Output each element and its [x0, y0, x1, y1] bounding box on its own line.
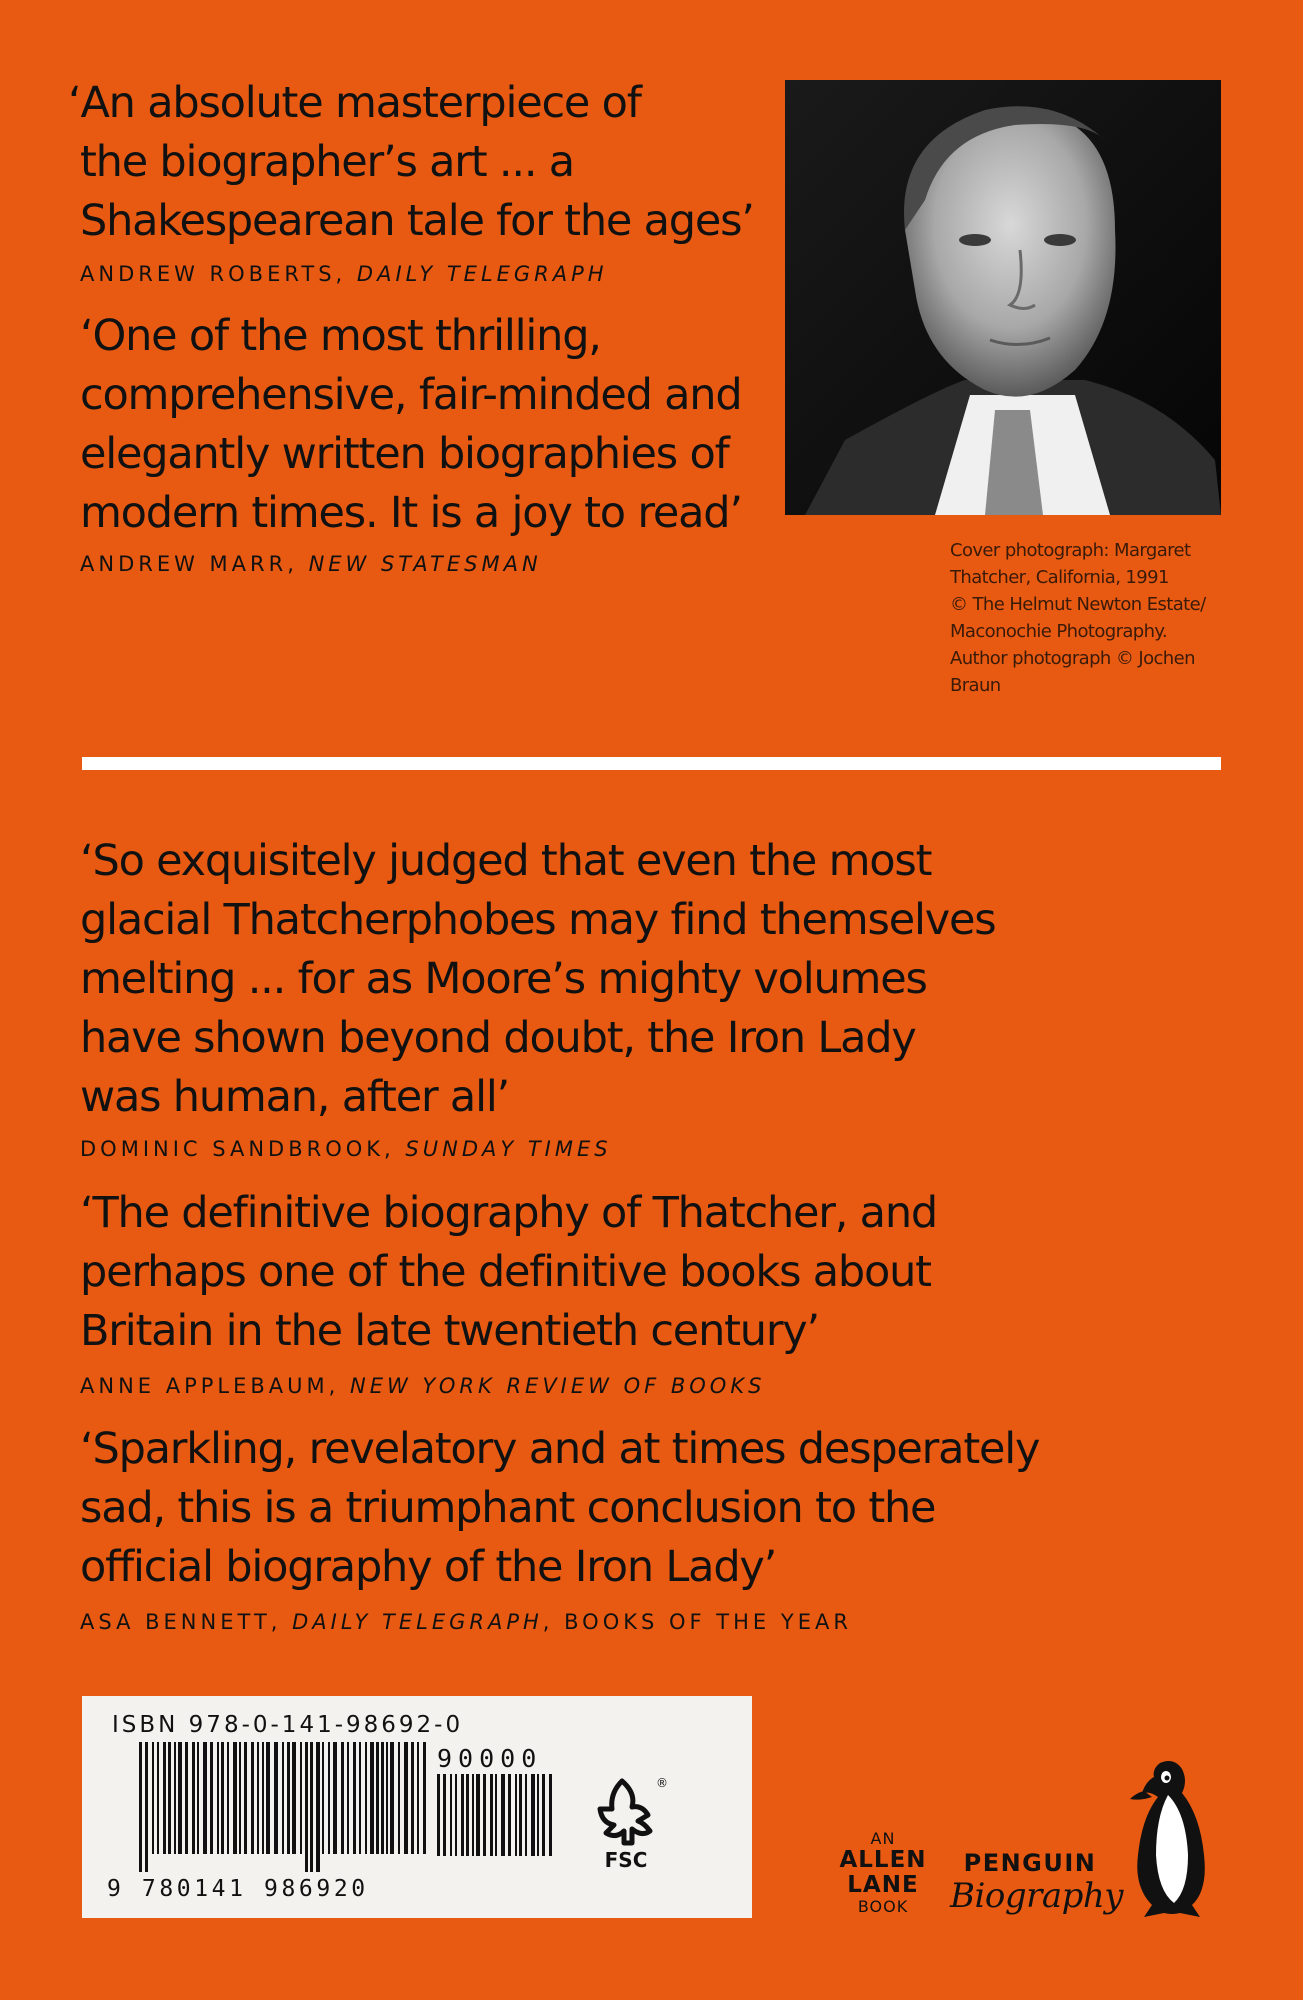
barcode-bar — [266, 1742, 270, 1854]
barcode-bar — [455, 1774, 457, 1856]
review-attribution-3 — [80, 1137, 612, 1161]
barcode-bar — [310, 1742, 313, 1872]
quote-line: ‘An absolute masterpiece of — [68, 78, 641, 128]
quote-line: modern times. It is a joy to read’ — [80, 488, 742, 538]
barcode-bar — [233, 1742, 237, 1854]
barcode-bar — [501, 1774, 505, 1856]
cover-credits — [950, 537, 1240, 699]
quote-line: perhaps one of the definitive books about — [80, 1247, 931, 1297]
barcode-bar — [197, 1742, 199, 1854]
review-source: NEW STATESMAN — [308, 552, 542, 576]
barcode-bar — [192, 1742, 195, 1854]
quote-line: sad, this is a triumphant conclusion to the — [80, 1483, 936, 1533]
fsc-label: FSC — [604, 1848, 648, 1871]
review-quote-1 — [68, 74, 768, 251]
series-logo — [950, 1849, 1123, 1916]
credit-line: Maconochie Photography. — [950, 621, 1168, 642]
barcode-bar — [333, 1742, 337, 1854]
addon-barcode — [437, 1774, 557, 1874]
quote-line: have shown beyond doubt, the Iron Lady — [80, 1013, 916, 1063]
reviewer-name: ANNE APPLEBAUM, — [80, 1374, 351, 1398]
review-source: SUNDAY TIMES — [405, 1137, 612, 1161]
review-suffix: , BOOKS OF THE YEAR — [542, 1610, 852, 1634]
barcode-bar — [244, 1742, 247, 1854]
credit-line: Thatcher, California, 1991 — [950, 567, 1169, 588]
barcode-bar — [292, 1742, 296, 1854]
review-quote-4 — [80, 1184, 1080, 1361]
review-attribution-5 — [80, 1610, 852, 1634]
quote-line: Shakespearean tale for the ages’ — [80, 196, 754, 246]
isbn-barcode — [139, 1742, 429, 1872]
imprint-an: AN — [870, 1829, 896, 1848]
reviewer-name: ASA BENNETT, — [80, 1610, 293, 1634]
quote-line: ‘Sparkling, revelatory and at times desperately — [80, 1424, 1040, 1474]
reviewer-name: DOMINIC SANDBROOK, — [80, 1137, 406, 1161]
barcode-bar — [217, 1742, 219, 1854]
barcode-digits: 9 780141 986920 — [107, 1876, 369, 1902]
barcode-bar — [461, 1774, 464, 1856]
barcode-bar — [300, 1742, 302, 1854]
barcode-bar — [257, 1742, 259, 1854]
series-name: PENGUIN — [963, 1849, 1097, 1877]
barcode-bar — [359, 1742, 361, 1854]
barcode-bar — [381, 1742, 384, 1854]
barcode-bar — [328, 1742, 330, 1854]
credit-line: © The Helmut Newton Estate/ — [950, 594, 1206, 615]
quote-line: glacial Thatcherphobes may find themselves — [80, 895, 996, 945]
quote-line: Britain in the late twentieth century’ — [80, 1306, 820, 1356]
review-source: NEW YORK REVIEW OF BOOKS — [350, 1374, 766, 1398]
barcode-bar — [542, 1774, 545, 1856]
barcode-bar — [262, 1742, 264, 1854]
barcode-bar — [157, 1742, 159, 1854]
barcode-bar — [305, 1742, 308, 1872]
barcode-bar — [483, 1774, 486, 1856]
quote-line: was human, after all’ — [80, 1072, 510, 1122]
barcode-bar — [221, 1742, 224, 1854]
barcode-bar — [274, 1742, 278, 1854]
barcode-bar — [163, 1742, 166, 1854]
barcode-bar — [347, 1742, 349, 1854]
quote-line: the biographer’s art ... a — [80, 137, 574, 187]
isbn-label: ISBN 978-0-141-98692-0 — [112, 1712, 464, 1738]
barcode-bar — [515, 1774, 517, 1856]
quote-line: melting ... for as Moore’s mighty volumes — [80, 954, 927, 1004]
barcode-bar — [227, 1742, 229, 1854]
barcode-bar — [404, 1742, 408, 1854]
barcode-bar — [466, 1774, 469, 1856]
barcode-bar — [398, 1742, 400, 1854]
barcode-bar — [174, 1742, 176, 1854]
review-quote-2 — [80, 307, 780, 543]
barcode-bar — [495, 1774, 497, 1856]
credit-line: Braun — [950, 675, 1001, 696]
quote-line: ‘So exquisitely judged that even the most — [80, 836, 932, 886]
barcode-bar — [450, 1774, 452, 1856]
barcode-panel — [82, 1696, 752, 1918]
fsc-logo-icon — [582, 1771, 672, 1871]
barcode-bar — [239, 1742, 241, 1854]
credit-line: Author photograph © Jochen — [950, 648, 1195, 669]
barcode-bar — [178, 1742, 182, 1854]
barcode-bar — [390, 1742, 394, 1854]
barcode-bar — [316, 1742, 320, 1872]
barcode-bar — [508, 1774, 511, 1856]
reviewer-name: ANDREW MARR, — [80, 552, 309, 576]
barcode-bar — [365, 1742, 367, 1854]
credit-line: Cover photograph: Margaret — [950, 540, 1191, 561]
review-source: DAILY TELEGRAPH — [356, 262, 608, 286]
barcode-bar — [411, 1742, 414, 1854]
barcode-bar — [519, 1774, 522, 1856]
author-photo — [785, 80, 1221, 515]
barcode-bar — [417, 1742, 419, 1854]
allen-lane-imprint — [838, 1830, 928, 1916]
quote-line: official biography of the Iron Lady’ — [80, 1542, 777, 1592]
review-attribution-1 — [80, 262, 608, 286]
section-divider — [82, 757, 1221, 770]
series-subtitle: Biography — [950, 1876, 1123, 1916]
review-attribution-2 — [80, 552, 542, 576]
quote-line: comprehensive, fair-minded and — [80, 370, 742, 420]
barcode-bar — [168, 1742, 171, 1854]
fsc-registered-mark: ® — [656, 1776, 668, 1790]
barcode-bar — [322, 1742, 324, 1854]
barcode-bar — [139, 1742, 142, 1872]
barcode-bar — [282, 1742, 284, 1854]
review-source: DAILY TELEGRAPH — [292, 1610, 543, 1634]
barcode-bar — [251, 1742, 254, 1854]
barcode-bar — [525, 1774, 527, 1856]
barcode-bar — [370, 1742, 374, 1854]
reviewer-name: ANDREW ROBERTS, — [80, 262, 357, 286]
barcode-bar — [537, 1774, 539, 1856]
barcode-bar — [490, 1774, 493, 1856]
barcode-bar — [437, 1774, 440, 1856]
penguin-logo-icon — [1122, 1755, 1222, 1925]
barcode-bar — [386, 1742, 388, 1854]
barcode-bar — [376, 1742, 379, 1854]
imprint-line-1: ALLEN — [839, 1847, 927, 1873]
barcode-bar — [152, 1742, 154, 1854]
barcode-bar — [185, 1742, 188, 1854]
imprint-book: BOOK — [857, 1897, 909, 1916]
barcode-bar — [203, 1742, 207, 1854]
barcode-bar — [210, 1742, 213, 1854]
review-quote-5 — [80, 1420, 1080, 1597]
barcode-addon-digits: 90000 — [437, 1744, 543, 1773]
imprint-line-2: LANE — [847, 1872, 919, 1898]
review-quote-3 — [80, 832, 1080, 1127]
quote-line: elegantly written biographies of — [80, 429, 729, 479]
barcode-bar — [423, 1742, 426, 1854]
barcode-bar — [443, 1774, 446, 1856]
quote-line: ‘One of the most thrilling, — [80, 311, 601, 361]
barcode-bar — [287, 1742, 290, 1854]
barcode-bar — [353, 1742, 356, 1854]
quote-line: ‘The definitive biography of Thatcher, and — [80, 1188, 937, 1238]
barcode-bar — [531, 1774, 535, 1856]
barcode-bar — [341, 1742, 344, 1854]
review-attribution-4 — [80, 1374, 765, 1398]
barcode-bar — [145, 1742, 148, 1872]
barcode-bar — [549, 1774, 552, 1856]
barcode-bar — [476, 1774, 480, 1856]
barcode-bar — [472, 1774, 474, 1856]
author-portrait-image — [785, 80, 1221, 515]
